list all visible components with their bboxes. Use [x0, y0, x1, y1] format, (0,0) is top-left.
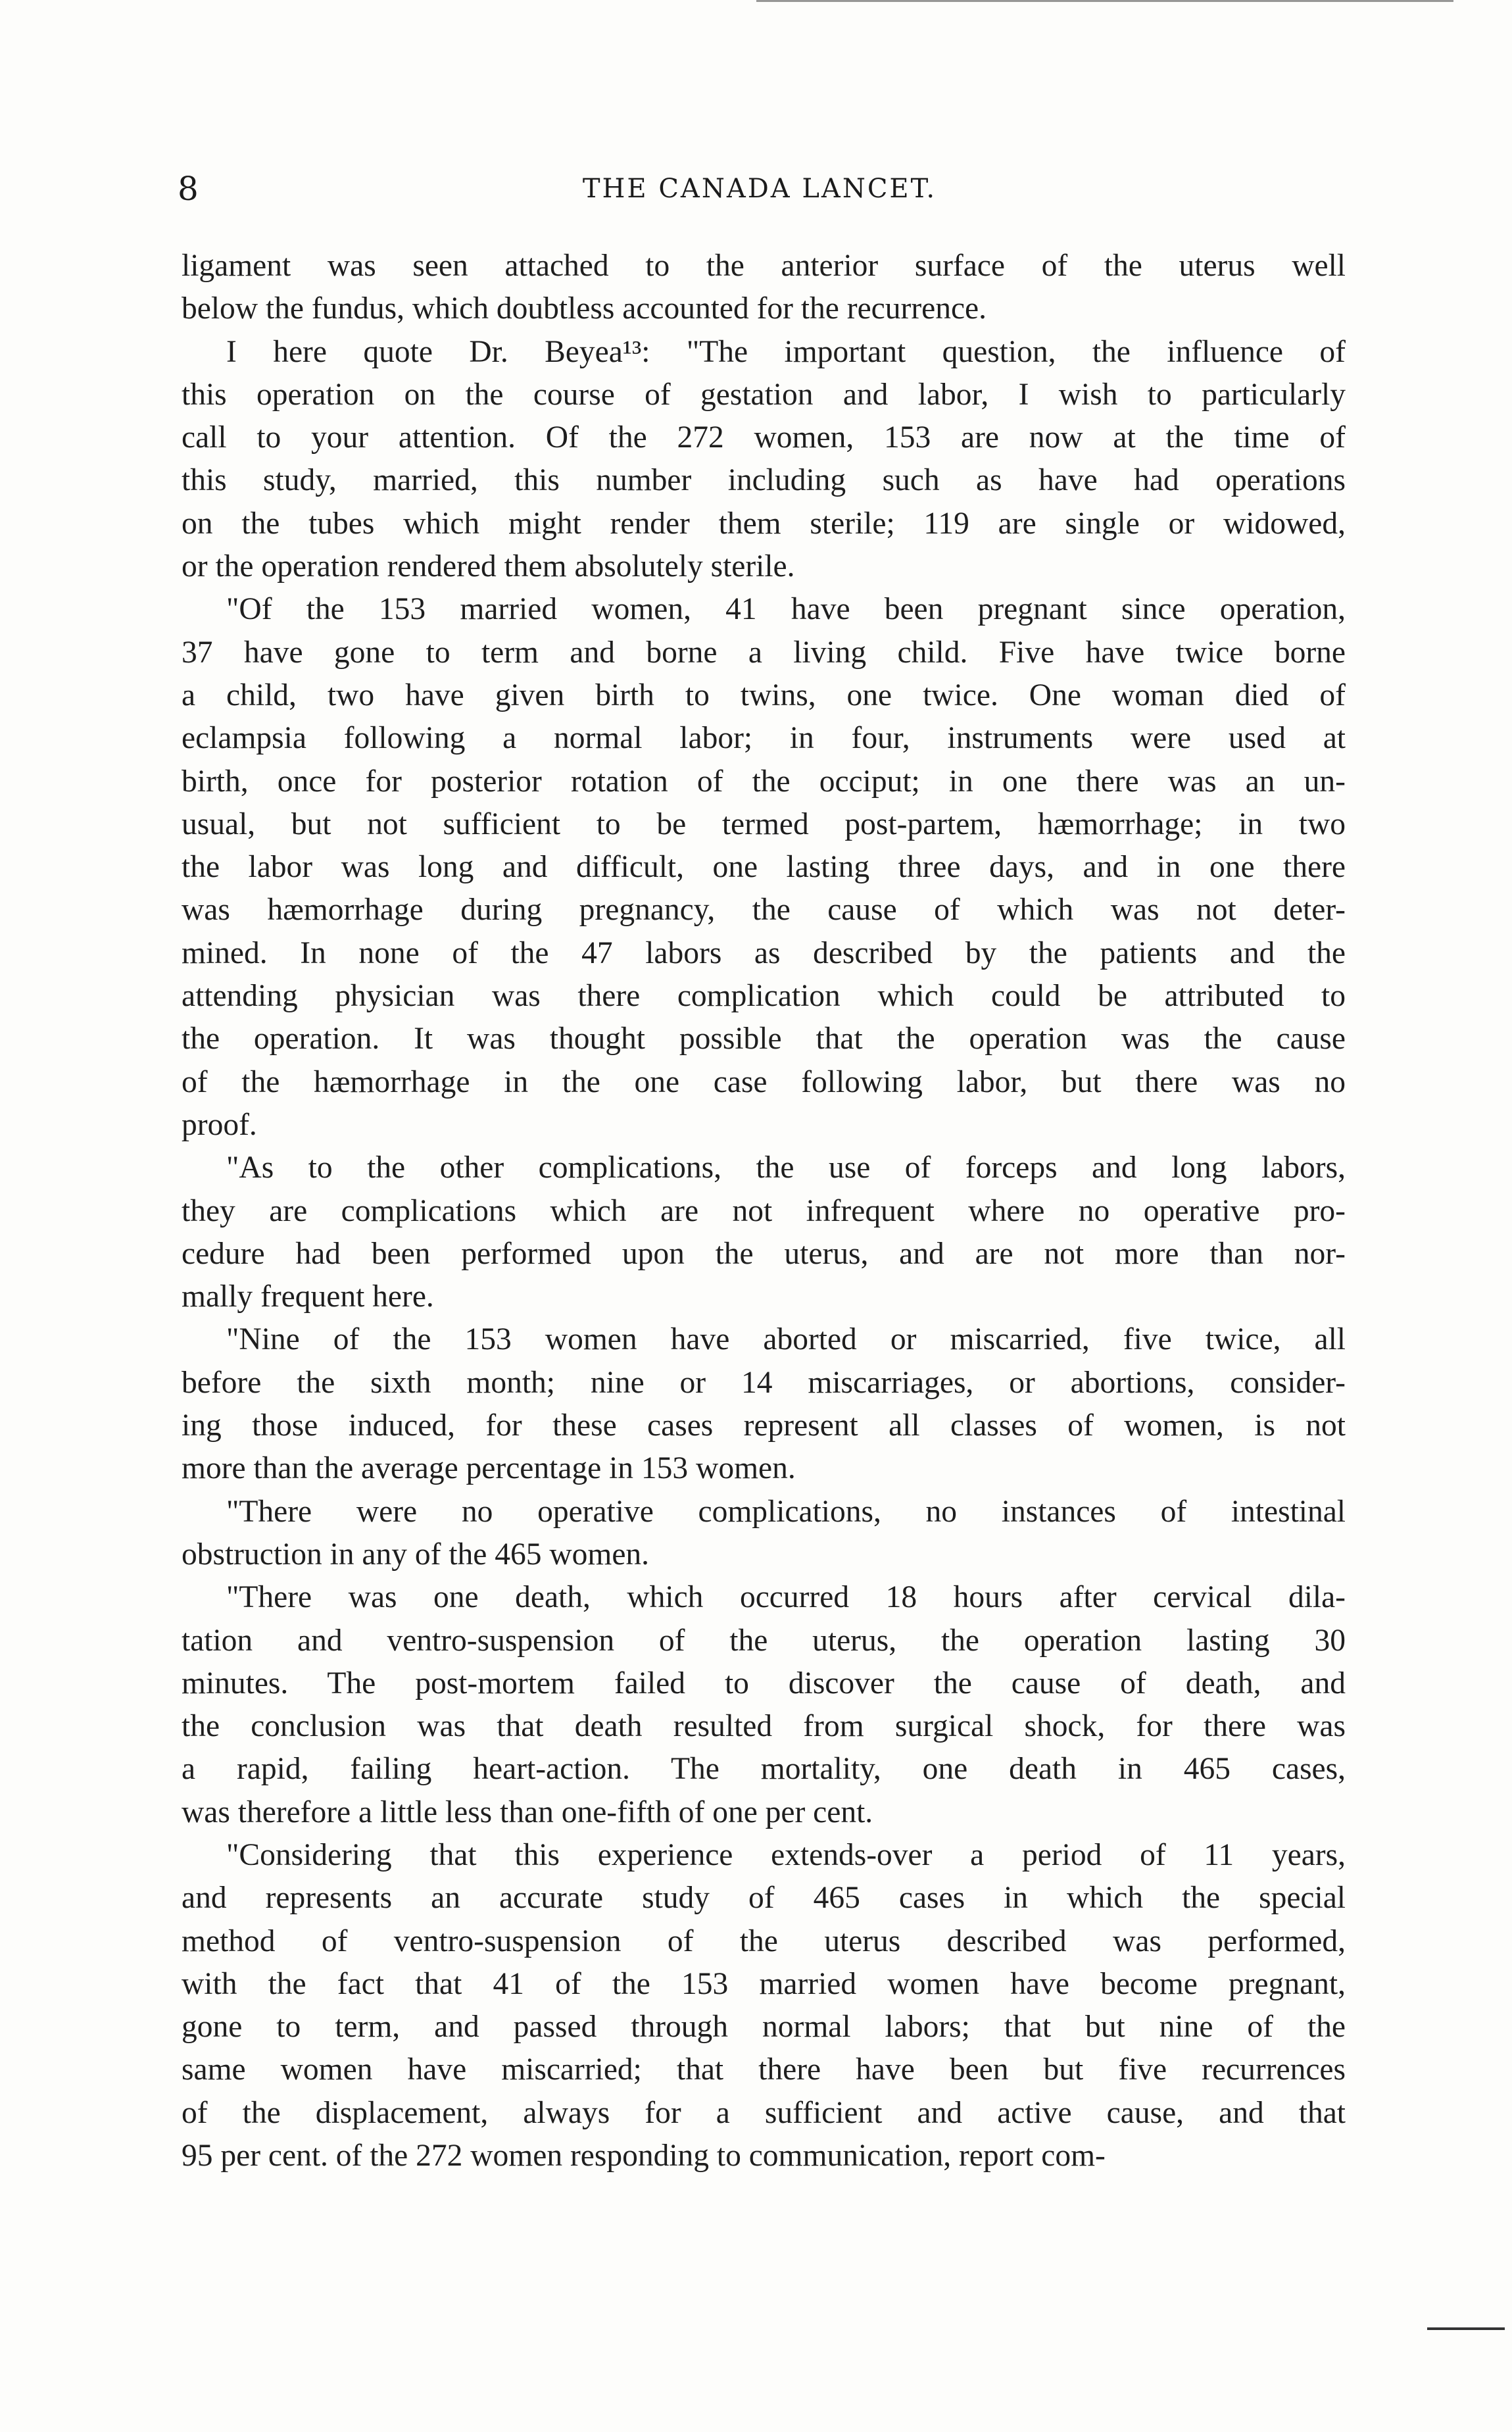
text-line: cedure had been performed upon the uterus, and are not more than nor-	[182, 1236, 1346, 1271]
text-line: tation and ventro-suspension of the uterus, the operation lasting 30	[182, 1623, 1346, 1658]
paragraph	[182, 588, 1346, 1147]
paragraph	[182, 331, 1346, 589]
text-line: eclampsia following a normal labor; in four, instruments were used at	[182, 721, 1346, 756]
text-line: below the fundus, which doubtless accounted for the recurrence.	[182, 291, 987, 326]
text-line: on the tubes which might render them sterile; 119 are single or widowed,	[182, 506, 1346, 541]
text-line: the conclusion was that death resulted from surgical shock, for there was	[182, 1709, 1346, 1744]
text-line: more than the average percentage in 153 women.	[182, 1451, 796, 1486]
text-line: ligament was seen attached to the anterior surface of the uterus well	[182, 249, 1346, 283]
text-line: was hæmorrhage during pregnancy, the cause of which was not deter-	[182, 893, 1346, 928]
text-line: I here quote Dr. Beyea¹³: "The important question, the influence of	[226, 334, 1346, 369]
text-line: before the sixth month; nine or 14 miscarriages, or abortions, consider-	[182, 1365, 1346, 1400]
text-line: attending physician was there complication which could be attributed to	[182, 979, 1346, 1014]
page-header	[178, 170, 1342, 209]
article-body	[182, 245, 1346, 2177]
top-rule	[756, 0, 1453, 2]
text-line: this study, married, this number including such as have had operations	[182, 463, 1346, 498]
paragraph	[182, 1147, 1346, 1318]
text-line: of the displacement, always for a sufficient and active cause, and that	[182, 2095, 1346, 2130]
text-line: with the fact that 41 of the 153 married women have become pregnant,	[182, 1966, 1346, 2001]
text-line: call to your attention. Of the 272 women, 153 are now at the time of	[182, 420, 1346, 455]
running-head: THE CANADA LANCET.	[582, 174, 937, 204]
text-line: "Of the 153 married women, 41 have been pregnant since operation,	[226, 592, 1346, 627]
paragraph	[182, 1318, 1346, 1490]
text-line: the operation. It was thought possible that the operation was the cause	[182, 1022, 1346, 1056]
text-line: mally frequent here.	[182, 1279, 434, 1314]
text-line: usual, but not sufficient to be termed post-partem, hæmorrhage; in two	[182, 807, 1346, 841]
text-line: "Considering that this experience extends-over a period of 11 years,	[226, 1837, 1346, 1872]
text-line: a rapid, failing heart-action. The mortality, one death in 465 cases,	[182, 1752, 1346, 1787]
paragraph	[182, 1491, 1346, 1577]
text-line: same women have miscarried; that there have been but five recurrences	[182, 2052, 1346, 2087]
paragraph	[182, 1576, 1346, 1834]
text-line: proof.	[182, 1107, 257, 1142]
page-number: 8	[178, 170, 199, 208]
text-line: was therefore a little less than one-fifth of one per cent.	[182, 1795, 873, 1829]
text-line: mined. In none of the 47 labors as described by the patients and the	[182, 935, 1346, 970]
text-line: 95 per cent. of the 272 women responding to communication, report com-	[182, 2139, 1106, 2173]
text-line: gone to term, and passed through normal labors; that but nine of the	[182, 2010, 1346, 2045]
text-line: obstruction in any of the 465 women.	[182, 1537, 650, 1572]
text-line: or the operation rendered them absolutely sterile.	[182, 549, 795, 584]
text-line: this operation on the course of gestation and labor, I wish to particularly	[182, 377, 1346, 412]
paragraph	[182, 245, 1346, 331]
text-line: method of ventro-suspension of the uterus described was performed,	[182, 1923, 1346, 1958]
margin-rule	[1427, 2327, 1505, 2330]
text-line: a child, two have given birth to twins, one twice. One woman died of	[182, 678, 1346, 712]
text-line: 37 have gone to term and borne a living child. Five have twice borne	[182, 635, 1346, 670]
text-line: of the hæmorrhage in the one case following labor, but there was no	[182, 1064, 1346, 1099]
text-line: and represents an accurate study of 465 cases in which the special	[182, 1881, 1346, 1916]
text-line: "As to the other complications, the use of forceps and long labors,	[226, 1151, 1346, 1185]
text-line: "There was one death, which occurred 18 hours after cervical dila-	[226, 1580, 1346, 1615]
text-line: they are complications which are not infrequent where no operative pro-	[182, 1193, 1346, 1228]
text-line: "There were no operative complications, no instances of intestinal	[226, 1494, 1346, 1529]
text-line: the labor was long and difficult, one lasting three days, and in one there	[182, 850, 1346, 885]
paragraph	[182, 1834, 1346, 2177]
text-line: "Nine of the 153 women have aborted or miscarried, five twice, all	[226, 1322, 1346, 1357]
text-line: ing those induced, for these cases represent all classes of women, is not	[182, 1408, 1346, 1443]
text-line: minutes. The post-mortem failed to discover the cause of death, and	[182, 1666, 1346, 1700]
text-line: birth, once for posterior rotation of the occiput; in one there was an un-	[182, 764, 1346, 799]
